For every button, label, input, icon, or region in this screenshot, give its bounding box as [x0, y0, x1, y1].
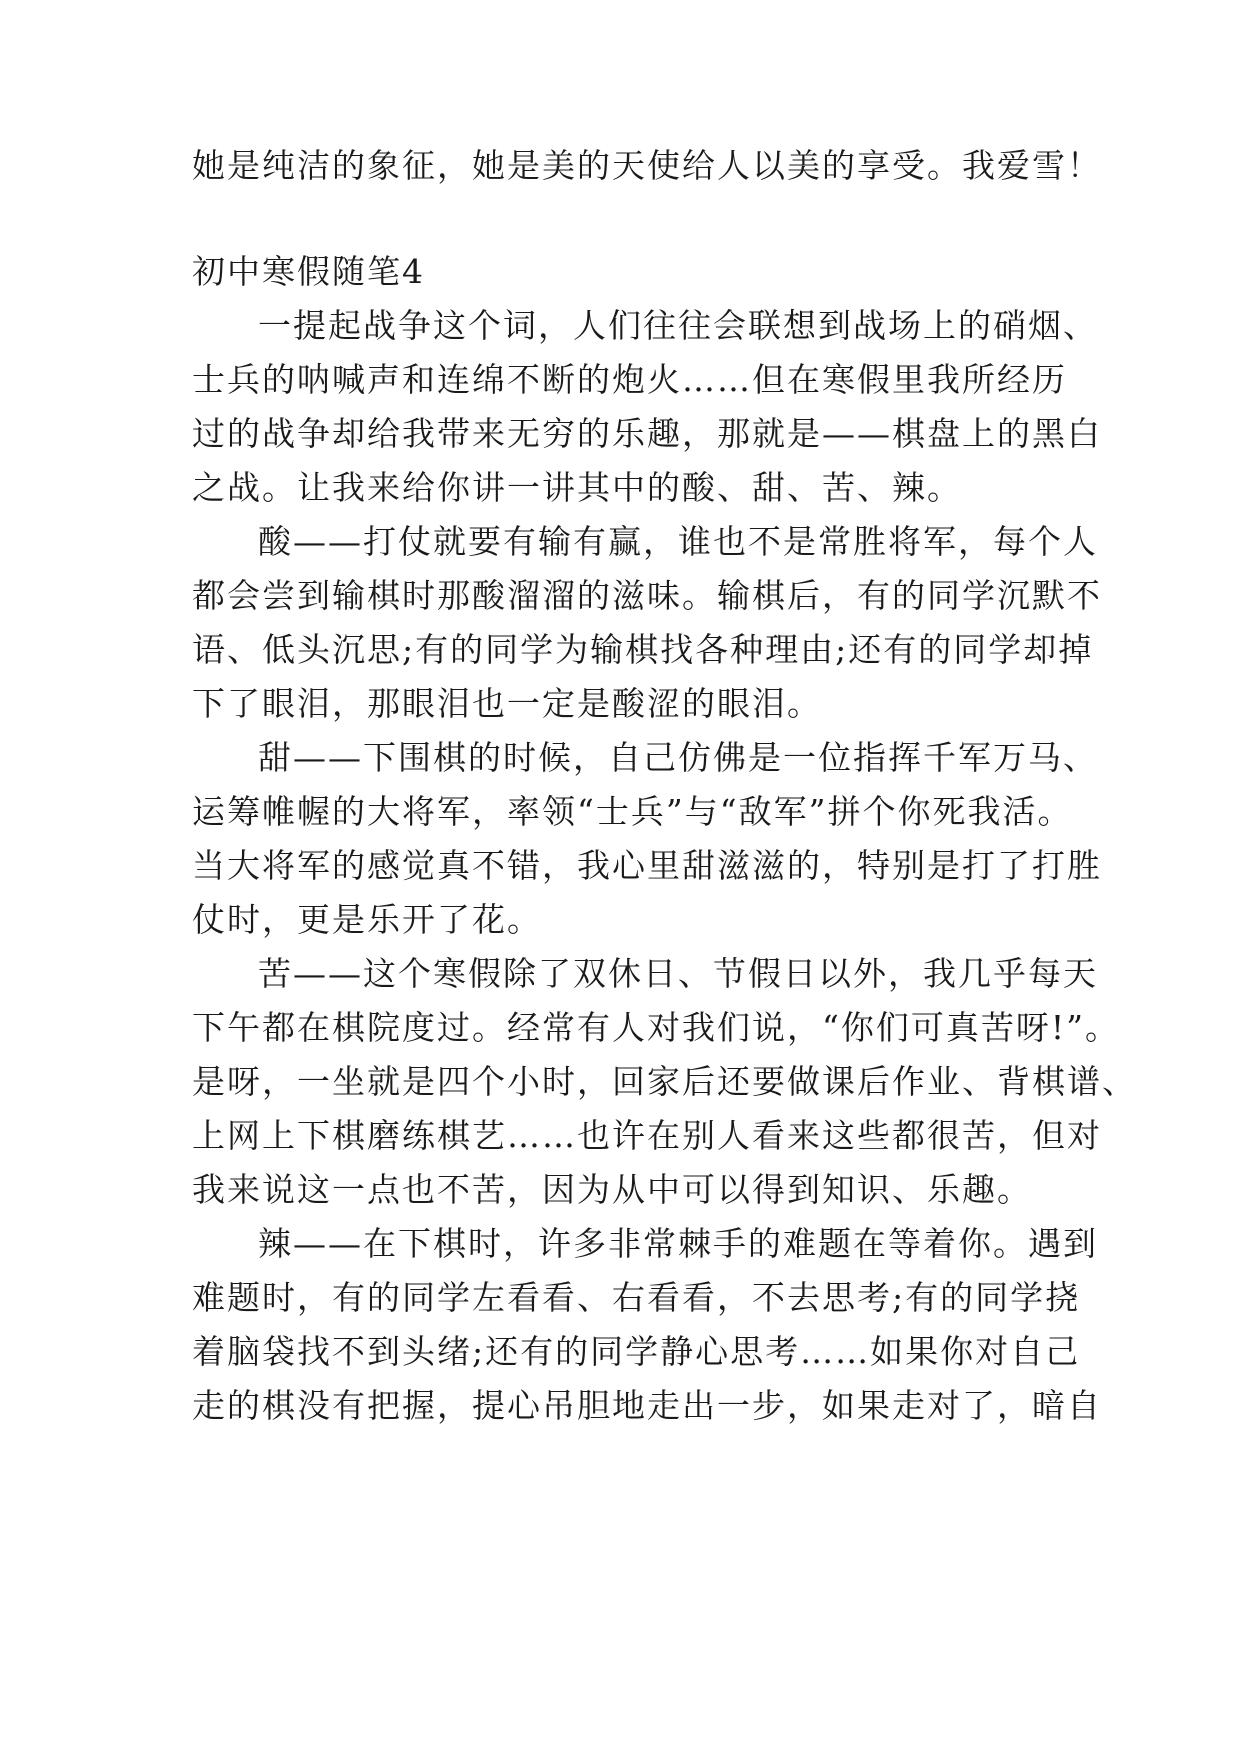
text-line: 着脑袋找不到头绪;还有的同学静心思考……如果你对自己: [192, 1332, 1081, 1371]
text-line: 语、低头沉思;有的同学为输棋找各种理由;还有的同学却掉: [192, 630, 1094, 669]
text-line: 仗时，更是乐开了花。: [192, 900, 542, 939]
text-line: 当大将军的感觉真不错，我心里甜滋滋的，特别是打了打胜: [192, 846, 1102, 885]
text-line: 我来说这一点也不苦，因为从中可以得到知识、乐趣。: [192, 1170, 1032, 1209]
text-line: 她是纯洁的象征，她是美的天使给人以美的享受。我爱雪！: [192, 146, 1102, 185]
text-line: 走的棋没有把握，提心吊胆地走出一步，如果走对了，暗自: [192, 1386, 1102, 1425]
text-line: 过的战争却给我带来无穷的乐趣，那就是——棋盘上的黑白: [192, 414, 1102, 453]
text-line: 运筹帷幄的大将军，率领“士兵”与“敌军”拼个你死我活。: [192, 792, 1073, 831]
paragraph-start: 一提起战争这个词，人们往往会联想到战场上的硝烟、: [258, 306, 1098, 345]
text-line: 士兵的呐喊声和连绵不断的炮火……但在寒假里我所经历: [192, 360, 1067, 399]
section-title: 初中寒假随笔4: [192, 252, 425, 291]
text-line: 之战。让我来给你讲一讲其中的酸、甜、苦、辣。: [192, 468, 962, 507]
text-line: 难题时，有的同学左看看、右看看，不去思考;有的同学挠: [192, 1278, 1081, 1317]
paragraph-start: 辣——在下棋时，许多非常棘手的难题在等着你。遇到: [258, 1224, 1098, 1263]
text-line: 下午都在棋院度过。经常有人对我们说，“你们可真苦呀!”。: [192, 1008, 1121, 1047]
text-line: 是呀，一坐就是四个小时，回家后还要做课后作业、背棋谱、: [192, 1062, 1137, 1101]
paragraph-start: 酸——打仗就要有输有赢，谁也不是常胜将军，每个人: [258, 522, 1098, 561]
text-line: 上网上下棋磨练棋艺……也许在别人看来这些都很苦，但对: [192, 1116, 1102, 1155]
paragraph-start: 甜——下围棋的时候，自己仿佛是一位指挥千军万马、: [258, 738, 1098, 777]
text-line: 都会尝到输棋时那酸溜溜的滋味。输棋后，有的同学沉默不: [192, 576, 1102, 615]
text-line: 下了眼泪，那眼泪也一定是酸涩的眼泪。: [192, 684, 822, 723]
paragraph-start: 苦——这个寒假除了双休日、节假日以外，我几乎每天: [258, 954, 1098, 993]
